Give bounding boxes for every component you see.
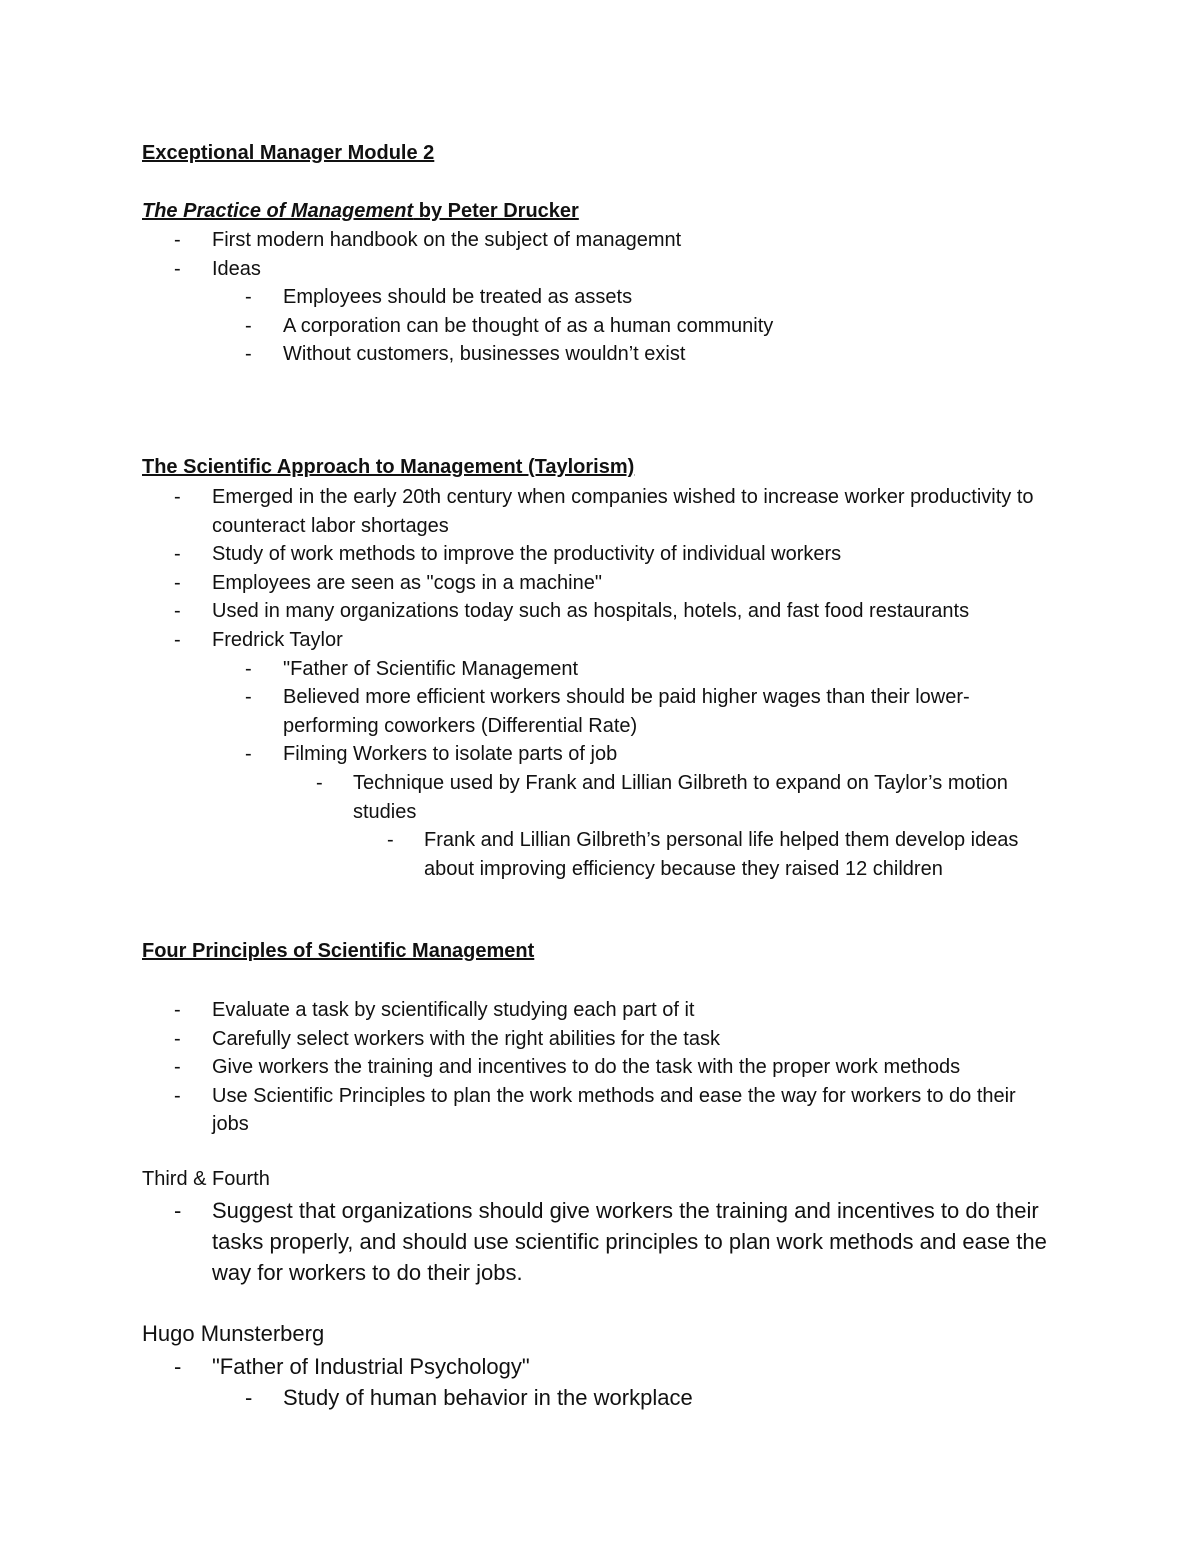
- principles-list: [142, 996, 1042, 1139]
- bullet-dash: -: [174, 571, 181, 594]
- list-item: - Frank and Lillian Gilbreth’s personal life helped them develop ideas about improving efficiency because they raised 12 children: [142, 826, 1042, 883]
- list-item: - Technique used by Frank and Lillian Gilbreth to expand on Taylor’s motion studies: [142, 769, 1042, 826]
- bullet-dash: -: [174, 628, 181, 651]
- bullet-dash: -: [245, 314, 252, 337]
- bullet-dash: -: [174, 257, 181, 280]
- list-item: - Study of work methods to improve the productivity of individual workers: [142, 540, 1042, 569]
- bullet-dash: -: [174, 486, 181, 508]
- list-item: - A corporation can be thought of as a human community: [142, 312, 1142, 341]
- bullet-dash: -: [174, 1084, 181, 1107]
- list-item: - Study of human behavior in the workplace: [142, 1382, 1042, 1413]
- bullet-dash: -: [245, 1385, 253, 1410]
- bullet-dash: -: [245, 743, 252, 766]
- document-title: Exceptional Manager Module 2: [142, 142, 435, 164]
- list-item: - Employees are seen as "cogs in a machine": [142, 569, 1042, 598]
- list-item: - Ideas: [142, 255, 1142, 284]
- list-item: - Employees should be treated as assets: [142, 283, 1142, 312]
- list-item: - Emerged in the early 20th century when companies wished to increase worker productivity to counteract labor shortages: [142, 483, 1042, 540]
- taylorism-list: [142, 483, 1042, 883]
- drucker-book-title: The Practice of Management: [142, 200, 414, 222]
- document-page: [142, 0, 1142, 1553]
- list-item: - First modern handbook on the subject of managemnt: [142, 226, 1142, 255]
- drucker-heading: [142, 200, 579, 223]
- list-item: - Use Scientific Principles to plan the work methods and ease the way for workers to do their jobs: [142, 1082, 1042, 1139]
- bullet-dash: -: [174, 999, 181, 1021]
- bullet-dash: -: [174, 543, 181, 566]
- list-item: - Fredrick Taylor: [142, 626, 1042, 655]
- list-item: - Carefully select workers with the right abilities for the task: [142, 1025, 1042, 1054]
- bullet-dash: -: [245, 686, 252, 709]
- munsterberg-heading: Hugo Munsterberg: [142, 1321, 325, 1346]
- bullet-dash: -: [245, 343, 252, 366]
- list-item: - Give workers the training and incentives to do the task with the proper work methods: [142, 1053, 1042, 1082]
- bullet-dash: -: [174, 600, 181, 623]
- list-item: - "Father of Industrial Psychology": [142, 1351, 1042, 1382]
- list-item: - Used in many organizations today such as hospitals, hotels, and fast food restaurants: [142, 597, 1042, 626]
- list-item: - Evaluate a task by scientifically studying each part of it: [142, 996, 1042, 1025]
- principles-heading: Four Principles of Scientific Management: [142, 940, 535, 962]
- list-item: - Suggest that organizations should give workers the training and incentives to do their tasks properly, and should use scientific principles to plan work methods and ease the way for workers to do their jobs.: [142, 1195, 1057, 1288]
- drucker-list: [142, 226, 1142, 369]
- list-item: - Filming Workers to isolate parts of job: [142, 740, 1042, 769]
- bullet-dash: -: [387, 829, 394, 852]
- bullet-dash: -: [245, 657, 252, 680]
- list-item: - "Father of Scientific Management: [142, 655, 1042, 684]
- bullet-dash: -: [174, 1354, 182, 1379]
- bullet-dash: -: [174, 229, 181, 251]
- taylorism-heading: The Scientific Approach to Management (Taylorism): [142, 456, 635, 478]
- list-item: - Without customers, businesses wouldn’t exist: [142, 340, 1142, 369]
- third-fourth-heading: Third & Fourth: [142, 1168, 270, 1190]
- list-item: - Believed more efficient workers should be paid higher wages than their lower-performing coworkers (Differential Rate): [142, 683, 1042, 740]
- bullet-dash: -: [174, 1198, 182, 1223]
- munsterberg-list: [142, 1351, 1042, 1413]
- third-fourth-list: [142, 1195, 1057, 1288]
- drucker-author: by Peter Drucker: [413, 200, 579, 222]
- bullet-dash: -: [245, 286, 252, 309]
- bullet-dash: -: [174, 1027, 181, 1050]
- bullet-dash: -: [174, 1056, 181, 1079]
- bullet-dash: -: [316, 771, 323, 794]
